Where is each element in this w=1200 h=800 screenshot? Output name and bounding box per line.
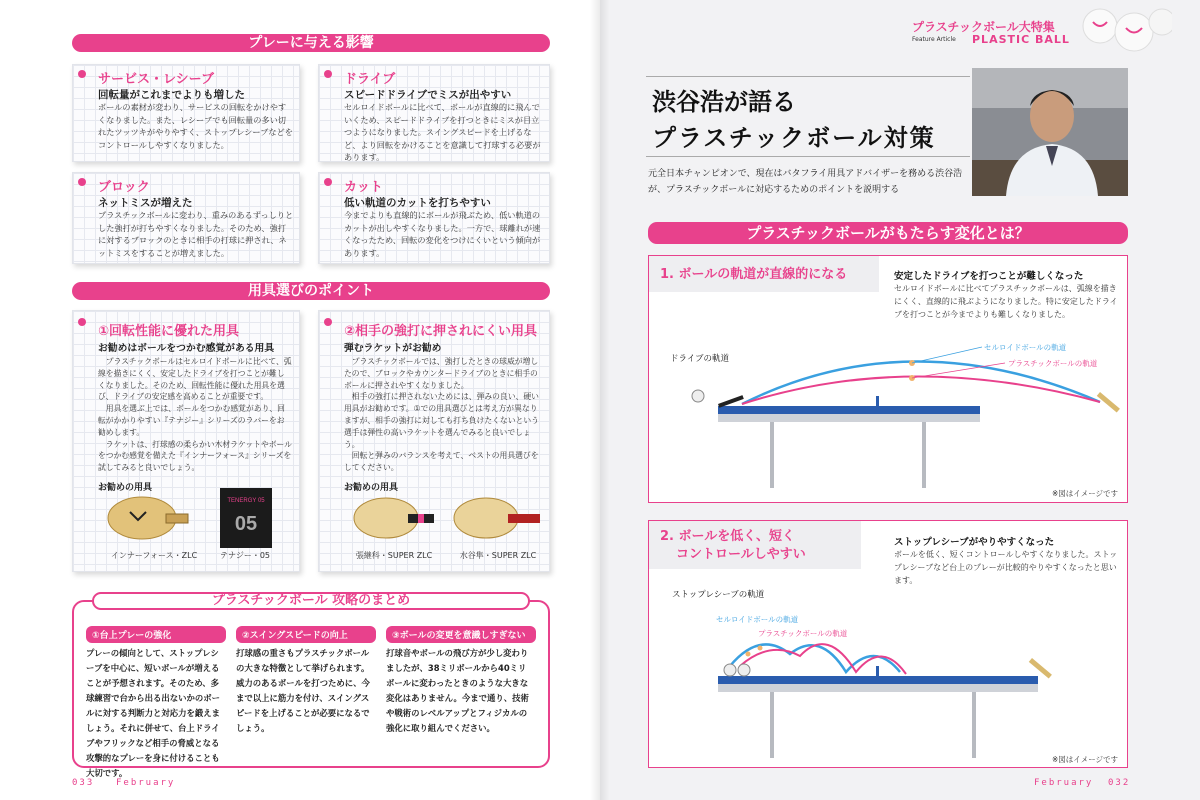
drive-trajectory-diagram — [660, 330, 1120, 490]
card-subtitle: 回転量がこれまでよりも増した — [98, 89, 245, 101]
panel-title: 2. ボールを低く、短く — [660, 529, 795, 544]
card-body: 今までよりも直線的にボールが飛ぶため、低い軌道のカットが出しやすくなりました。一方で、球離れが速くなったため、回転の変化をつけにくいという傾向があります。 — [344, 210, 541, 258]
section-banner-changes: プラスチックボールがもたらす変化とは？ — [648, 222, 1128, 244]
card-body: セルロイドボールに比べて、ボールが直線的に飛んでいくため、スピードドライブを打つときにミスが目立つようになりました。スイングスピードを上げるなど、より回転をかけることを意識して打球する必要があります。 — [344, 102, 541, 162]
panel-title: コントロールしやすい — [676, 547, 806, 562]
panel-head: ストップレシーブがやりやすくなった — [894, 537, 1055, 548]
pin-icon — [324, 70, 332, 78]
page-month: February — [116, 778, 176, 788]
summary-text: 打球感の重さもプラスチックボールの大きな特徴として挙げられます。威力のあるボールを打つために、今まで以上に筋力を付け、スイングスピードを上げることが必要になるでしょう。 — [236, 648, 370, 733]
racket-zhang-image — [346, 494, 436, 548]
card-subtitle: ネットミスが増えた — [98, 197, 193, 209]
summary-chip: ①台上プレーの強化 — [86, 626, 226, 643]
legend-celluloid: セルロイドボールの軌道 — [716, 615, 799, 624]
pin-icon — [78, 178, 86, 186]
feature-title: プラスチックボール大特集 — [912, 20, 1055, 34]
product-label: インナーフォース・ZLC — [110, 551, 198, 560]
section-banner-impact: プレーに与える影響 — [72, 34, 550, 52]
lead-text: 元全日本チャンピオンで、現在はバタフライ用具アドバイザーを務める渋谷浩が、プラスチックボールに対応するためのポイントを説明する — [648, 169, 963, 195]
card-body: プラスチックボールでは、強打したときの球威が増したので、ブロックやカウンタードライブのときに相手のボールに押されやすくなりました。 相手の強打に押されないためには、弾みの良い、硬い用具がお勧めです。①での用具選びとは考え方が異なりますが、相手の強打に対しても打ち負けたくないという選手は弾性の高いラケットを選んでみると良いでしょう。 回転と弾みのバランスを考えて、ベストの用具選びをしてください。 — [344, 357, 539, 473]
recommended-label: お勧めの用具 — [344, 483, 399, 493]
legend-plastic: プラスチックボールの軌道 — [1008, 359, 1098, 368]
headline-line-2: プラスチックボール対策 — [652, 123, 936, 152]
card-body: プラスチックボールに変わり、重みのあるずっしりとした強打が打ちやすくなりました。そのため、強打に対するブロックのときに相手の打球に押され、ネットミスをすることが増えました。 — [98, 210, 294, 258]
feature-subtitle: PLASTIC BALL — [972, 33, 1070, 46]
card-title: ブロック — [98, 180, 150, 195]
card-title: ②相手の強打に押されにくい用具 — [344, 324, 538, 339]
summary-title: プラスチックボール 攻略のまとめ — [92, 592, 530, 610]
summary-text: 打球音やボールの飛び方が少し変わりましたが、38ミリボールから40ミリボールに変わったときのような大きな変化はありません。今まで通り、技術や戦術のレベルアップとフィジカルの強化に取り組んでください。 — [386, 648, 529, 733]
pin-icon — [78, 318, 86, 326]
spine-shadow — [590, 0, 610, 800]
card-subtitle: 弾むラケットがお勧め — [344, 343, 442, 354]
panel-title: 1. ボールの軌道が直線的になる — [660, 267, 848, 282]
rubber-tenergy-image — [220, 488, 272, 548]
diagram-note: ※図はイメージです — [1052, 755, 1119, 764]
page-number: 033 — [72, 778, 95, 788]
card-title: カット — [344, 180, 383, 195]
headline-rule — [646, 76, 970, 77]
right-page — [600, 0, 1200, 800]
legend-celluloid: セルロイドボールの軌道 — [984, 343, 1067, 352]
product-label: 水谷隼・SUPER ZLC — [459, 551, 537, 560]
pin-icon — [78, 70, 86, 78]
racket-mizutani-image — [450, 494, 542, 548]
card-title: ①回転性能に優れた用具 — [98, 324, 240, 339]
card-body: プラスチックボールはセルロイドボールに比べて、弧線を描きにくく、安定したドライブを打つことが難しくなりました。そのため、回転性能に優れた用具を選び、ドライブの安定感を高めることが重要です。 用具を選ぶ上では、ボールをつかむ感覚があり、回転がかかりやすい『テナジー』シリーズのラバーをお勧めします。 ラケットは、打球感の柔らかい木材ラケットやボールをつかむ感覚を備えた『インナーフォース』シリーズを試してみると良いでしょう。 — [98, 357, 292, 473]
svg-text:05: 05 — [234, 513, 258, 535]
headline-line-1: 渋谷浩が語る — [652, 87, 796, 116]
card-title: サービス・レシーブ — [98, 72, 215, 87]
pin-icon — [324, 178, 332, 186]
page-number: 032 — [1108, 778, 1131, 788]
section-banner-equipment: 用具選びのポイント — [72, 282, 550, 300]
recommended-label: お勧めの用具 — [98, 483, 153, 493]
card-title: ドライブ — [344, 72, 396, 87]
diagram-note: ※図はイメージです — [1052, 489, 1119, 498]
product-label: テナジー・05 — [219, 551, 271, 560]
page-month: February — [1034, 778, 1094, 788]
portrait-photo — [972, 68, 1128, 196]
headline-rule-bottom — [646, 156, 970, 157]
card-subtitle: スピードドライブでミスが出やすい — [344, 89, 512, 101]
panel-body: セルロイドボールに比べてプラスチックボールは、弧線を描きにくく、直線的に飛ぶようになりました。特に安定したドライブを打つことが今までよりも難しくなりました。 — [894, 284, 1118, 319]
card-body: ボールの素材が変わり、サービスの回転をかけやすくなりました。また、レシーブでも回転量の多い切れたツッツキがやりやすく、ストップレシーブなどをコントロールしやすくなりました。 — [98, 102, 293, 150]
summary-chip: ②スイングスピードの向上 — [236, 626, 376, 643]
ping-pong-balls-image — [1062, 6, 1172, 54]
legend-plastic: プラスチックボールの軌道 — [758, 629, 848, 638]
card-subtitle: 低い軌道のカットを打ちやすい — [344, 197, 491, 209]
summary-text: プレーの傾向として、ストップレシーブを中心に、短いボールが増えることが予想されます。そのため、多球練習で台から出る出ないかのボールに対する判断力と対応力を鍛えましょう。それに併せて、台上ドライブやフリックなど相手の脅威となる攻撃的なプレーを身に付けることも大切です。 — [86, 648, 220, 778]
panel-head: 安定したドライブを打つことが難しくなった — [894, 271, 1084, 282]
panel-body: ボールを低く、短くコントロールしやすくなりました。ストップレシーブなど台上のプレーが比較的やりやすくなったと思います。 — [894, 550, 1118, 585]
diagram-label: ドライブの軌道 — [670, 354, 729, 364]
product-label: 張継科・SUPER ZLC — [355, 551, 433, 560]
pin-icon — [324, 318, 332, 326]
diagram-label: ストップレシーブの軌道 — [672, 590, 765, 600]
racket-innerforce-image — [100, 494, 190, 548]
summary-chip: ③ボールの変更を意識しすぎない — [386, 626, 536, 643]
card-subtitle: お勧めはボールをつかむ感覚がある用具 — [98, 343, 275, 354]
feature-sub-prefix: Feature Article — [912, 36, 956, 43]
tenergy-rubber-label: TENERGY 05 — [227, 498, 265, 504]
